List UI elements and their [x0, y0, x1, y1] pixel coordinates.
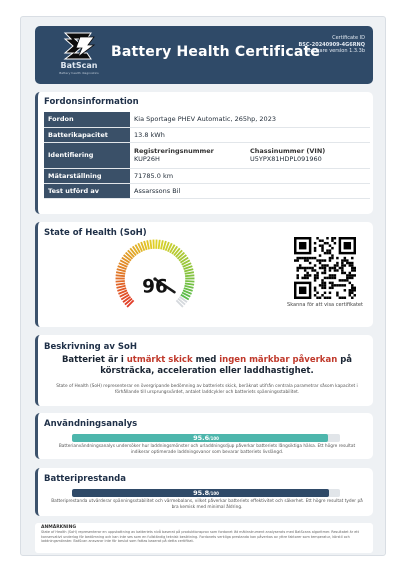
qr-module — [329, 277, 331, 279]
qr-module — [321, 267, 323, 269]
usage-note: Batterianvändningsanalys undersöker hur laddningsmönster och urladdningsdjup påverkar batteriets långsiktiga hälsa. Ett högre resultat indikerar optimerade laddningsvanor som bevarar batteriets livslängd. — [58, 444, 356, 455]
statement-highlight-impact: ingen märkbar påverkan — [219, 355, 338, 365]
qr-module — [354, 289, 356, 291]
gauge-tick — [117, 286, 126, 288]
identifiering-value — [130, 142, 370, 168]
qr-module — [296, 259, 298, 261]
qr-module — [334, 237, 336, 239]
qr-module — [321, 264, 323, 266]
qr-module — [324, 242, 326, 244]
gauge-tick — [117, 269, 126, 271]
qr-module — [319, 284, 321, 286]
certificate-id-label: Certificate ID — [332, 35, 365, 41]
qr-module — [314, 287, 316, 289]
qr-module — [326, 297, 328, 299]
certificate-page — [20, 16, 386, 556]
qr-module — [336, 269, 338, 271]
qr-module — [324, 287, 326, 289]
qr-module — [339, 267, 341, 269]
qr-module — [336, 262, 338, 264]
statement-highlight-condition: utmärkt skick — [126, 355, 193, 365]
fordon-value: Kia Sportage PHEV Automatic, 265hp, 2023 — [130, 112, 370, 127]
qr-module — [354, 269, 356, 271]
table-row — [44, 168, 370, 183]
qr-module — [306, 259, 308, 261]
qr-module — [296, 267, 298, 269]
qr-module — [331, 257, 333, 259]
qr-module — [306, 274, 308, 276]
qr-module — [329, 282, 331, 284]
qr-module — [321, 247, 323, 249]
remark-text: State of Health (SoH) representerar en uppskattning av batteriets nivå baserat på produktionsprov som fordonet lät mätinstrument analyserats med BatScans algoritmer. Resultatet är ett konservativt underlag för bedömning och kan inte ses som en fullständig teknisk besiktning. Fordonets verkliga prestanda kan påverkas av yttre faktorer som temperatur, körstil och laddningsmönster. BatScan ansvarar inte för beslut som fattas baserat på detta certifikat. — [41, 530, 359, 544]
qr-module — [314, 289, 316, 291]
qr-module — [306, 277, 308, 279]
qr-module — [311, 257, 313, 259]
qr-module — [351, 264, 353, 266]
qr-module — [349, 262, 351, 264]
qr-module — [316, 237, 318, 239]
gauge-tick — [185, 272, 194, 274]
qr-module — [316, 259, 318, 261]
qr-module — [304, 257, 306, 259]
qr-module — [354, 267, 356, 269]
qr-module — [304, 274, 306, 276]
qr-module — [304, 269, 306, 271]
qr-module — [319, 259, 321, 261]
qr-module — [299, 264, 301, 266]
qr-module — [336, 257, 338, 259]
qr-module — [329, 257, 331, 259]
qr-module — [319, 267, 321, 269]
qr-module — [319, 254, 321, 256]
qr-module — [346, 277, 348, 279]
qr-module — [306, 272, 308, 274]
qr-module — [354, 287, 356, 289]
identifiering-label: Identifiering — [44, 142, 130, 168]
kapacitet-label: Batterikapacitet — [44, 127, 130, 142]
soh-card — [35, 222, 373, 327]
qr-module — [341, 269, 343, 271]
qr-module — [319, 262, 321, 264]
qr-module — [314, 257, 316, 259]
remark-box — [35, 523, 373, 553]
qr-finder — [344, 242, 351, 249]
certificate-id: BSC-20240909-4G6RNQ — [298, 41, 365, 48]
qr-module — [341, 259, 343, 261]
qr-module — [339, 297, 341, 299]
performance-score-denominator: /100 — [209, 491, 219, 496]
soh-explanation: State of Health (SoH) representerar en övergripande bedömning av batteriets skick, beräknat utifrån centrala parametrar såsom kapacitet i förhållande till ursprungsvärdet, antalet laddcykler och batteriets spänningsstabilitet. — [56, 384, 358, 395]
qr-module — [351, 287, 353, 289]
vin-value: U5YPX81HDPL091960 — [250, 155, 322, 163]
qr-module — [326, 252, 328, 254]
qr-module — [324, 267, 326, 269]
qr-module — [354, 274, 356, 276]
qr-module — [309, 267, 311, 269]
qr-module — [331, 267, 333, 269]
usage-title: Användningsanalys — [44, 419, 138, 429]
qr-module — [301, 277, 303, 279]
certificate-qr-code[interactable] — [294, 237, 356, 299]
qr-module — [329, 269, 331, 271]
qr-module — [321, 239, 323, 241]
qr-module — [326, 237, 328, 239]
qr-module — [344, 297, 346, 299]
qr-module — [314, 277, 316, 279]
batscan-logo — [45, 31, 113, 77]
soh-statement — [48, 355, 366, 377]
qr-module — [334, 277, 336, 279]
table-row — [44, 183, 370, 198]
soh-title: State of Health (SoH) — [44, 228, 147, 238]
table-row — [44, 112, 370, 127]
qr-module — [321, 272, 323, 274]
usage-score-denominator: /100 — [209, 436, 219, 441]
qr-module — [334, 264, 336, 266]
qr-module — [321, 284, 323, 286]
qr-module — [346, 262, 348, 264]
qr-module — [331, 274, 333, 276]
qr-module — [344, 259, 346, 261]
performance-score-value: 95.8 — [193, 489, 210, 497]
qr-module — [339, 279, 341, 281]
qr-module — [324, 252, 326, 254]
certificate-info — [298, 35, 365, 55]
batscan-logo-icon — [61, 31, 97, 61]
qr-module — [349, 264, 351, 266]
qr-module — [326, 242, 328, 244]
qr-finder — [299, 242, 306, 249]
qr-module — [296, 269, 298, 271]
qr-module — [309, 274, 311, 276]
qr-module — [344, 272, 346, 274]
qr-module — [319, 244, 321, 246]
statement-part: Batteriet är i — [61, 355, 127, 365]
qr-module — [299, 267, 301, 269]
qr-module — [321, 282, 323, 284]
qr-module — [331, 237, 333, 239]
qr-module — [326, 249, 328, 251]
qr-module — [326, 264, 328, 266]
qr-module — [304, 267, 306, 269]
qr-module — [351, 297, 353, 299]
qr-module — [349, 274, 351, 276]
qr-module — [314, 274, 316, 276]
table-row — [44, 127, 370, 142]
qr-module — [306, 257, 308, 259]
qr-module — [311, 267, 313, 269]
gauge-tick — [116, 275, 125, 276]
qr-module — [324, 259, 326, 261]
qr-module — [296, 257, 298, 259]
qr-module — [336, 264, 338, 266]
gauge-tick — [150, 240, 151, 249]
qr-module — [331, 254, 333, 256]
qr-module — [349, 272, 351, 274]
gauge-tick — [185, 283, 194, 284]
qr-module — [294, 259, 296, 261]
qr-module — [349, 292, 351, 294]
qr-module — [329, 287, 331, 289]
test-label: Test utförd av — [44, 183, 130, 198]
gauge-tick — [184, 286, 193, 288]
test-value: Assarssons Bil — [130, 183, 370, 198]
qr-module — [324, 277, 326, 279]
qr-module — [324, 264, 326, 266]
qr-module — [334, 242, 336, 244]
qr-module — [316, 292, 318, 294]
certificate-header — [35, 26, 373, 84]
qr-module — [346, 274, 348, 276]
qr-module — [334, 274, 336, 276]
qr-module — [324, 269, 326, 271]
soh-description-card — [35, 335, 373, 406]
qr-module — [316, 272, 318, 274]
qr-module — [319, 297, 321, 299]
qr-module — [349, 294, 351, 296]
matar-value: 71785.0 km — [130, 168, 370, 183]
qr-module — [351, 289, 353, 291]
qr-module — [351, 277, 353, 279]
qr-module — [344, 284, 346, 286]
qr-module — [329, 274, 331, 276]
qr-module — [309, 257, 311, 259]
qr-module — [349, 282, 351, 284]
statement-part: med — [192, 355, 220, 365]
qr-module — [341, 262, 343, 264]
qr-module — [346, 259, 348, 261]
qr-module — [334, 284, 336, 286]
qr-module — [326, 277, 328, 279]
usage-score — [72, 434, 340, 442]
qr-module — [331, 277, 333, 279]
gauge-tick — [184, 269, 193, 271]
qr-module — [319, 239, 321, 241]
qr-module — [304, 277, 306, 279]
qr-module — [314, 269, 316, 271]
qr-module — [331, 284, 333, 286]
qr-module — [324, 284, 326, 286]
vehicle-info-table — [44, 112, 370, 199]
qr-module — [331, 239, 333, 241]
qr-module — [311, 269, 313, 271]
qr-module — [329, 244, 331, 246]
qr-module — [351, 257, 353, 259]
qr-module — [341, 279, 343, 281]
gauge-tick — [116, 281, 125, 282]
qr-module — [329, 252, 331, 254]
kapacitet-value: 13.8 kWh — [130, 127, 370, 142]
qr-module — [341, 267, 343, 269]
remark-title: ANMÄRKNING — [41, 525, 77, 530]
qr-module — [351, 262, 353, 264]
qr-module — [346, 279, 348, 281]
qr-module — [316, 277, 318, 279]
qr-module — [324, 297, 326, 299]
qr-module — [321, 287, 323, 289]
vin-label: Chassinummer (VIN) — [250, 147, 326, 155]
qr-module — [344, 257, 346, 259]
qr-finder — [299, 287, 306, 294]
qr-module — [351, 274, 353, 276]
qr-module — [316, 297, 318, 299]
qr-module — [314, 247, 316, 249]
qr-module — [314, 279, 316, 281]
qr-module — [314, 242, 316, 244]
qr-module — [329, 259, 331, 261]
brand-tagline: Battery health diagnostics — [59, 71, 99, 75]
qr-module — [316, 274, 318, 276]
qr-module — [351, 284, 353, 286]
description-title: Beskrivning av SoH — [44, 342, 137, 352]
qr-module — [351, 267, 353, 269]
vehicle-info-title: Fordonsinformation — [44, 97, 139, 107]
qr-module — [349, 289, 351, 291]
qr-module — [329, 297, 331, 299]
vehicle-info-card — [35, 92, 373, 214]
qr-module — [341, 272, 343, 274]
qr-module — [336, 294, 338, 296]
qr-module — [349, 277, 351, 279]
qr-module — [301, 267, 303, 269]
qr-module — [341, 264, 343, 266]
table-row — [44, 142, 370, 168]
qr-module — [341, 297, 343, 299]
qr-module — [334, 269, 336, 271]
qr-module — [351, 269, 353, 271]
fordon-label: Fordon — [44, 112, 130, 127]
gauge-tick — [116, 272, 125, 274]
qr-module — [321, 249, 323, 251]
qr-module — [329, 249, 331, 251]
qr-module — [344, 289, 346, 291]
qr-module — [351, 292, 353, 294]
qr-module — [304, 259, 306, 261]
qr-module — [331, 247, 333, 249]
qr-module — [296, 277, 298, 279]
qr-module — [321, 279, 323, 281]
brand-name: BatScan — [60, 61, 98, 70]
qr-module — [314, 294, 316, 296]
soh-value: 96 — [142, 276, 168, 298]
performance-title: Batteriprestanda — [44, 474, 126, 484]
qr-module — [331, 282, 333, 284]
gauge-tick — [185, 275, 194, 276]
statement-part: på körsträcka, acceleration eller laddhastighet. — [100, 355, 353, 376]
gauge-tick — [185, 281, 194, 282]
qr-module — [336, 284, 338, 286]
matar-label: Mätarställning — [44, 168, 130, 183]
qr-module — [331, 287, 333, 289]
gauge-tick — [161, 240, 163, 249]
qr-module — [306, 267, 308, 269]
performance-score — [72, 489, 340, 497]
page-title: Battery Health Certificate — [111, 44, 321, 60]
qr-module — [354, 294, 356, 296]
qr-module — [344, 264, 346, 266]
usage-analysis-card — [35, 413, 373, 459]
gauge-tick — [116, 283, 125, 284]
software-version: Software version 1.3.3b — [305, 48, 365, 54]
qr-module — [329, 267, 331, 269]
qr-module — [341, 284, 343, 286]
qr-module — [324, 272, 326, 274]
qr-module — [299, 257, 301, 259]
qr-module — [339, 284, 341, 286]
gauge-tick — [159, 240, 160, 249]
qr-module — [321, 294, 323, 296]
gauge-tick — [147, 240, 149, 249]
usage-score-value: 95.6 — [193, 434, 210, 442]
battery-performance-card — [35, 468, 373, 516]
soh-gauge — [113, 237, 197, 321]
qr-module — [321, 244, 323, 246]
reg-value: KUP26H — [134, 155, 160, 163]
qr-module — [314, 264, 316, 266]
qr-module — [334, 267, 336, 269]
qr-module — [321, 259, 323, 261]
qr-caption: Skanna för att visa certifikatet — [287, 302, 363, 308]
qr-module — [324, 282, 326, 284]
qr-module — [296, 274, 298, 276]
qr-module — [324, 292, 326, 294]
qr-module — [336, 292, 338, 294]
performance-note: Batteriprestanda utvärderar spänningsstabilitet och värmebalans, vilket påverkar batteriets effektivitet och säkerhet. Ett högre resultat tyder på bra kemisk med minimal åldring. — [51, 499, 363, 510]
qr-module — [314, 249, 316, 251]
qr-module — [309, 262, 311, 264]
qr-module — [344, 279, 346, 281]
reg-label: Registreringsnummer — [134, 147, 214, 155]
qr-module — [329, 292, 331, 294]
qr-module — [301, 257, 303, 259]
